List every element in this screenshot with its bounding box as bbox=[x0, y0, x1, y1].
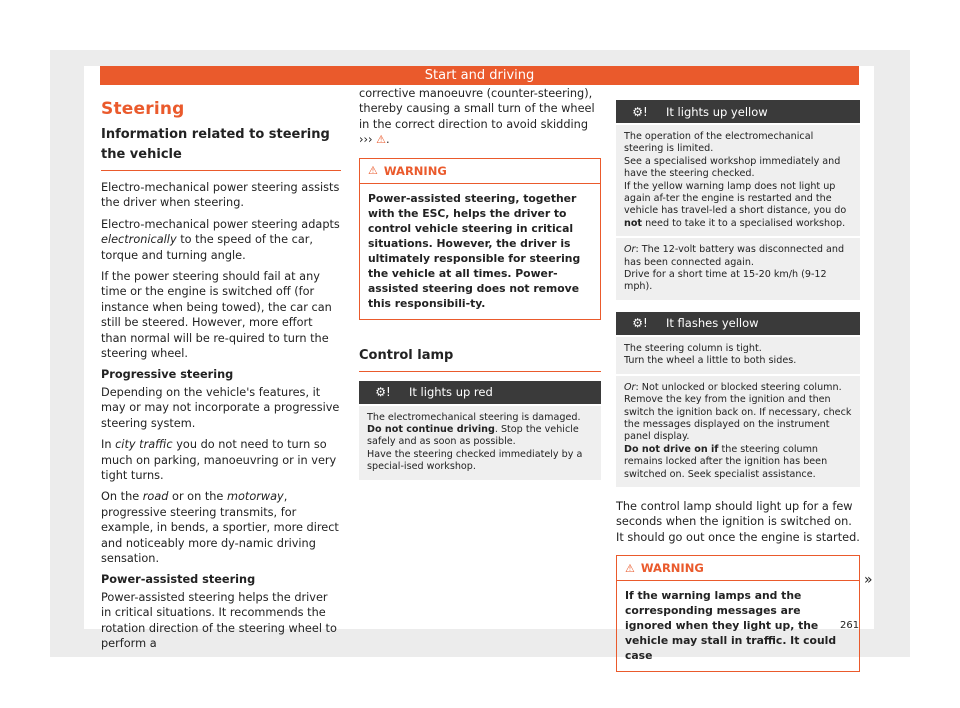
lamp-flash-body-2 bbox=[616, 376, 860, 487]
paragraph: The control lamp should light up for a few seconds when the ignition is switched on. It should go out once the engine is started. bbox=[616, 499, 860, 544]
text: you do not need to turn so much on parking, manoeuvring or in very tight turns. bbox=[101, 438, 337, 482]
page-title: Steering bbox=[101, 99, 185, 119]
spacer bbox=[616, 300, 860, 312]
text: . Stop the vehicle safely and as soon as possible. bbox=[367, 424, 579, 448]
heading-power-assisted: Power-assisted steering bbox=[101, 573, 256, 587]
text: If the yellow warning lamp does not light up again af-ter the engine is restarted and the vehicle has travel-led a short distance, you do bbox=[624, 180, 847, 217]
warning-box bbox=[359, 158, 601, 320]
emphasis: motorway bbox=[226, 490, 284, 504]
reference-arrow[interactable]: ››› bbox=[359, 133, 373, 147]
column-left bbox=[101, 99, 341, 657]
emphasis: Do not continue driving bbox=[367, 424, 495, 436]
lamp-yellow-header bbox=[616, 100, 860, 123]
text: or on the bbox=[168, 490, 227, 504]
heading-progressive: Progressive steering bbox=[101, 368, 234, 382]
text: to the speed of the car, torque and turning angle. bbox=[101, 233, 313, 262]
text: Electro-mechanical power steering adapts bbox=[101, 217, 340, 231]
text: : Not unlocked or blocked steering column. bbox=[635, 381, 842, 393]
column-right bbox=[616, 100, 860, 672]
lamp-red-title: It lights up red bbox=[409, 385, 493, 400]
lamp-text: Turn the wheel a little to both sides. bbox=[624, 355, 797, 367]
lamp-text: The operation of the electromechanical steering is limited. bbox=[624, 131, 814, 155]
lamp-flash-body-1 bbox=[616, 337, 860, 374]
lamp-yellow-body-1 bbox=[616, 125, 860, 236]
paragraph: corrective manoeuvre (counter-steering), thereby causing a small turn of the wheel in the correct direction to avoid skidding ››› ⚠. bbox=[359, 87, 595, 147]
lamp-text: The electromechanical steering is damaged. bbox=[367, 411, 581, 423]
lamp-text bbox=[367, 424, 593, 449]
text: need to take it to a specialised workshop. bbox=[642, 217, 846, 229]
emphasis: Do not drive on if bbox=[624, 443, 719, 455]
subtitle-wrap bbox=[101, 125, 341, 171]
lamp-text bbox=[624, 181, 852, 231]
warning-header bbox=[360, 159, 600, 184]
lamp-red-header bbox=[359, 381, 601, 404]
lamp-text: Drive for a short time at 15-20 km/h (9-12 mph). bbox=[624, 269, 827, 293]
warning-text: If the warning lamps and the corresponding messages are ignored when they light up, the vehicle may stall in traffic. It could case bbox=[625, 589, 837, 663]
lamp-text: Have the steering checked immediately by a special-ised workshop. bbox=[367, 448, 583, 473]
lamp-text: Remove the key from the ignition and then switch the ignition back on. If necessary, check the messages displayed on the instrument panel display. bbox=[624, 394, 852, 443]
warning-label: WARNING bbox=[383, 163, 447, 178]
lamp-text: See a specialised workshop immediately and have the steering checked. bbox=[624, 155, 841, 180]
paragraph: Power-assisted steering helps the driver in critical situations. It recommends the rotation direction of the steering wheel to perform a bbox=[101, 590, 337, 650]
text: corrective manoeuvre (counter-steering), thereby causing a small turn of the wheel in the correct direction to avoid skidding bbox=[359, 87, 595, 131]
lamp-text bbox=[624, 244, 852, 269]
paragraph: If the power steering should fail at any time or the engine is switched off (for instance when being towed), the car can still be steered. However, more effort than normal will be re-quired to turn the steering wheel. bbox=[101, 270, 332, 361]
warning-triangle-icon: ⚠ bbox=[368, 164, 378, 178]
emphasis: road bbox=[142, 490, 169, 504]
text: : The 12-volt battery was disconnected and has been connected again. bbox=[624, 244, 845, 268]
paragraph bbox=[101, 437, 341, 483]
warning-text: Power-assisted steering, together with the ESC, helps the driver to control vehicle steering in critical situations. However, the driver is ultimately responsible for steering the vehicle at all times. Power-assisted steering does not remove this responsibili-ty. bbox=[368, 191, 581, 310]
lamp-yellow-title: It lights up yellow bbox=[666, 104, 768, 119]
steering-warning-icon: ⚙! bbox=[375, 385, 391, 400]
emphasis: electronically bbox=[101, 233, 177, 247]
lamp-text: The steering column is tight. bbox=[624, 342, 762, 354]
lamp-yellow-body-2 bbox=[616, 238, 860, 300]
section-subtitle: Information related to steering the vehicle bbox=[101, 127, 330, 162]
text: the steering column remains locked after the ignition has been switched on. Seek specialist assistance. bbox=[624, 443, 828, 480]
emphasis: Or bbox=[624, 244, 636, 256]
text: On the bbox=[101, 490, 143, 504]
text: , progressive steering transmits, for example, in bends, a sportier, more direct and noticeably more dy-namic driving sensation. bbox=[101, 490, 339, 565]
section-header: Start and driving bbox=[100, 66, 859, 85]
lamp-text bbox=[624, 444, 852, 481]
emphasis: Or bbox=[624, 381, 636, 393]
warning-triangle-icon: ⚠ bbox=[376, 133, 387, 147]
page-number: 261 bbox=[840, 620, 860, 631]
control-lamp-heading-wrap bbox=[359, 346, 601, 372]
warning-label: WARNING bbox=[640, 561, 704, 576]
lamp-flash-title: It flashes yellow bbox=[666, 316, 759, 331]
lamp-red-body bbox=[359, 406, 601, 480]
paragraph: Depending on the vehicle's features, it may or may not incorporate a progressive steering system. bbox=[101, 385, 340, 430]
steering-warning-icon: ⚙! bbox=[632, 316, 648, 331]
spacer bbox=[616, 487, 860, 499]
emphasis: not bbox=[624, 217, 643, 229]
paragraph bbox=[101, 489, 341, 566]
warning-header bbox=[617, 556, 859, 581]
warning-triangle-icon: ⚠ bbox=[625, 561, 635, 575]
steering-warning-icon: ⚙! bbox=[632, 104, 648, 119]
control-lamp-heading: Control lamp bbox=[359, 347, 454, 363]
lamp-text bbox=[624, 382, 852, 394]
paragraph bbox=[101, 217, 341, 263]
lamp-flash-header bbox=[616, 312, 860, 335]
paragraph: Electro-mechanical power steering assists the driver when steering. bbox=[101, 181, 340, 210]
text: In bbox=[101, 438, 116, 452]
emphasis: city traffic bbox=[115, 438, 173, 452]
column-middle bbox=[359, 86, 601, 480]
warning-box bbox=[616, 555, 860, 672]
continue-icon: » bbox=[864, 572, 873, 588]
